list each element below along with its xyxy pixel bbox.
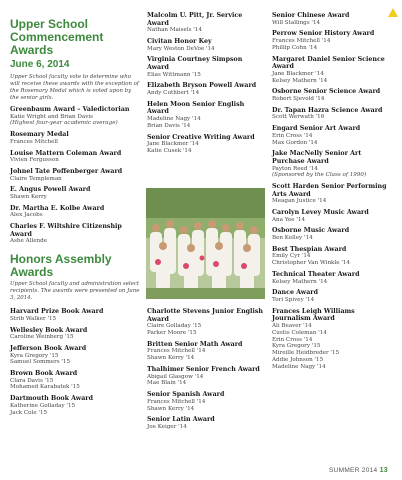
award-entry: [147, 134, 265, 155]
award-title: Technical Theater Award: [272, 271, 360, 279]
column-right: [272, 8, 394, 371]
award-entry: [147, 56, 265, 78]
award-recipient: Strib Walker '15: [10, 315, 57, 322]
award-title: Osborne Music Award: [272, 227, 350, 235]
award-title: Britten Senior Math Award: [147, 340, 243, 348]
award-recipient: Max Gordon '14: [272, 139, 318, 146]
award-title: Dr. Tapan Hazra Science Award: [272, 106, 383, 114]
award-title: Malcolm U. Pitt, Jr. Service Award: [147, 12, 243, 27]
award-recipient: Mireille Heidbreder '15: [272, 350, 340, 357]
award-entry: [272, 30, 394, 51]
award-recipient: Mae Blain '14: [147, 380, 187, 387]
award-entry: [272, 183, 394, 205]
award-title: Greenbaum Award – Valedictorian: [10, 106, 130, 113]
award-entry: [147, 12, 265, 34]
award-recipient: Emily Cyr '14: [272, 253, 311, 260]
award-recipient: Christopher Van Winkle '14: [272, 260, 350, 267]
award-title: Frances Leigh Williams Journalism Award: [272, 307, 355, 323]
award-list: [147, 12, 265, 155]
graduation-photo-image: [146, 188, 265, 299]
award-recipient: Joe Keiger '14: [147, 423, 187, 430]
award-entry: [272, 88, 394, 102]
award-entry: [10, 345, 140, 366]
page-folio: [329, 467, 388, 474]
award-recipient: Robert Sjevold '14: [272, 95, 325, 102]
award-title: Charles F. Wiltshire Citizenship Award: [10, 223, 122, 238]
award-entry: [147, 101, 265, 130]
award-title: Virginia Courtney Simpson Award: [147, 56, 243, 71]
award-title: Johnel Tate Poffenberger Award: [10, 167, 123, 175]
award-entry: [147, 38, 265, 52]
award-recipient: Samuel Sommers '15: [10, 359, 71, 366]
award-title: Brown Book Award: [10, 370, 78, 378]
section-intro: Upper School faculty vote to determine who will receive these awards with the exception of the Rosemary Medal which is voted upon by the senior girls.: [10, 74, 139, 101]
award-note: (Highest four-year academic average): [10, 120, 118, 127]
award-title: Wellesley Book Award: [10, 326, 88, 334]
honors-intro: Upper School faculty and administration select recipients. The awards were presented on June 3, 2014.: [10, 281, 140, 302]
award-title: E. Angus Powell Award: [10, 186, 91, 194]
award-entry: [272, 125, 394, 146]
award-entry: [10, 308, 140, 322]
award-recipient: Erin Cross '14: [272, 132, 313, 139]
award-title: Helen Moon Senior English Award: [147, 100, 245, 116]
award-recipient: Ana Yee '14: [272, 216, 306, 223]
award-title: Osborne Senior Science Award: [272, 88, 381, 96]
award-title: Jake MacNelly Senior Art Purchase Award: [272, 150, 362, 165]
award-recipient: Frances Mitchell '14: [147, 348, 206, 355]
award-recipient: Elias Wittmann '15: [147, 71, 201, 78]
award-title: Dance Award: [272, 289, 319, 297]
award-title: Harvard Prize Book Award: [10, 308, 104, 316]
award-recipient: Vivien Fergusson: [10, 157, 59, 164]
award-entry: [147, 82, 265, 96]
award-recipient: Shawn Kerry '14: [147, 355, 195, 362]
award-entry: [272, 227, 394, 241]
award-title: Civitan Honor Key: [147, 37, 212, 45]
award-recipient: Jane Blackmer '14: [272, 70, 324, 77]
award-recipient: Jack Cole '15: [10, 409, 48, 416]
award-recipient: Mary Weston DeVoe '14: [147, 45, 215, 52]
award-recipient: Frances Mitchell '14: [147, 398, 206, 405]
award-entry: [10, 186, 140, 200]
award-recipient: Custis Coleman '14: [272, 329, 327, 336]
award-recipient: Addie Johnson '15: [272, 357, 324, 364]
award-recipient: Meagan Justice '14: [272, 198, 327, 205]
award-title: Senior Spanish Award: [147, 391, 225, 399]
award-recipient: Shawn Kerry: [10, 193, 47, 200]
award-title: Carolyn Levey Music Award: [272, 209, 369, 217]
award-title: Jefferson Book Award: [10, 344, 87, 352]
award-recipient: Scott Werwath '16: [272, 114, 325, 121]
award-entry: [147, 416, 265, 430]
award-recipient: Shawn Kerry '14: [147, 405, 195, 412]
award-entry: [272, 150, 394, 179]
award-note: (Sponsored by the Class of 1990): [272, 172, 367, 179]
award-entry: [10, 223, 140, 245]
award-entry: [272, 289, 394, 303]
award-recipient: Erin Cross '14: [272, 336, 313, 343]
award-recipient: Alex Jacobs: [10, 212, 43, 219]
award-recipient: Abigail Glasgow '14: [147, 373, 204, 380]
award-title: Senior Creative Writing Award: [147, 133, 255, 141]
graduation-photo: [146, 188, 265, 299]
award-recipient: Kyra Gregory '15: [272, 343, 321, 350]
award-recipient: Kyra Gregory '15: [10, 352, 59, 359]
award-recipient: Katie Cusek '14: [147, 147, 192, 154]
award-entry: [10, 131, 140, 145]
award-recipient: Ashe Allende: [10, 238, 48, 245]
award-recipient: Madeline Nagy '14: [147, 115, 201, 122]
award-title: Dr. Martha E. Kolbe Award: [10, 204, 105, 212]
award-recipient: Clara Davis '15: [10, 377, 54, 384]
award-recipient: Will Stallings '14: [272, 19, 321, 26]
award-recipient: Andy Cuthbert '14: [147, 89, 200, 96]
award-recipient: Madeline Nagy '14: [272, 363, 326, 370]
award-list: [10, 106, 140, 245]
award-list: [10, 308, 140, 416]
section-title-commencement: Upper School Commencement Awards: [10, 17, 104, 57]
column-middle-bottom: [147, 304, 265, 431]
award-list: [272, 12, 394, 371]
award-recipient: Ali Beaver '14: [272, 323, 312, 330]
award-title: Rosemary Medal: [10, 131, 69, 139]
award-entry: [272, 56, 394, 85]
award-recipient: Kelsey Mathern '14: [272, 278, 328, 285]
award-entry: [272, 271, 394, 285]
folio-issue: SUMMER 2014: [329, 467, 378, 474]
award-title: Scott Harden Senior Performing Arts Award: [272, 183, 387, 198]
award-recipient: Caroline Weinberg '15: [10, 334, 74, 341]
award-entry: [10, 106, 140, 127]
award-recipient: Nathan Maisels '14: [147, 27, 202, 34]
award-title: Perrow Senior History Award: [272, 30, 375, 38]
award-recipient: Katie Wright and Brian Davis: [10, 113, 94, 120]
award-recipient: Payton Reed '14: [272, 165, 318, 172]
award-entry: [272, 209, 394, 223]
award-title: Margaret Daniel Senior Science Award: [272, 55, 385, 71]
award-entry: [147, 366, 265, 387]
award-entry: [272, 12, 394, 26]
award-title: Senior Chinese Award: [272, 12, 350, 19]
award-title: Charlotte Stevens Junior English Award: [147, 308, 263, 323]
award-entry: [272, 107, 394, 121]
award-title: Louise Mattern Coleman Award: [10, 149, 122, 157]
award-entry: [272, 308, 394, 371]
award-title: Elizabeth Bryson Powell Award: [147, 82, 257, 90]
section-title-honors: Honors Assembly Awards: [10, 252, 112, 280]
award-title: Engard Senior Art Award: [272, 125, 361, 133]
award-entry: [10, 205, 140, 219]
section-date: June 6, 2014: [10, 59, 70, 70]
award-entry: [147, 391, 265, 412]
award-recipient: Frances Mitchell: [10, 138, 58, 145]
award-recipient: Jane Blackmer '14: [147, 141, 199, 148]
award-recipient: Mohamed Karabatek '15: [10, 384, 80, 391]
award-recipient: Parker Moore '15: [147, 329, 197, 336]
award-title: Senior Latin Award: [147, 416, 215, 424]
award-list: [147, 308, 265, 431]
award-recipient: Phillip Cohn '14: [272, 44, 318, 51]
award-entry: [10, 370, 140, 391]
award-entry: [10, 327, 140, 341]
award-entry: [10, 395, 140, 416]
award-recipient: Claire Templeman: [10, 175, 62, 182]
award-entry: [147, 341, 265, 362]
award-entry: [272, 246, 394, 267]
award-title: Dartmouth Book Award: [10, 395, 94, 403]
award-title: Thalhimer Senior French Award: [147, 365, 260, 373]
award-entry: [147, 308, 265, 337]
page-number: 13: [379, 467, 388, 474]
award-recipient: Tori Spivey '14: [272, 297, 315, 304]
award-recipient: Kelsey Mathern '14: [272, 77, 328, 84]
award-recipient: Claire Golladay '15: [147, 323, 202, 330]
award-recipient: Katherine Golladay '15: [10, 402, 76, 409]
award-recipient: Frances Mitchell '14: [272, 37, 331, 44]
award-title: Best Thespian Award: [272, 245, 347, 253]
column-commencement: [10, 0, 140, 416]
award-recipient: Brian Davis '14: [147, 122, 191, 129]
award-entry: [10, 168, 140, 182]
column-middle: [147, 8, 265, 155]
award-entry: [10, 150, 140, 164]
award-recipient: Ben Kelley '14: [272, 235, 313, 242]
